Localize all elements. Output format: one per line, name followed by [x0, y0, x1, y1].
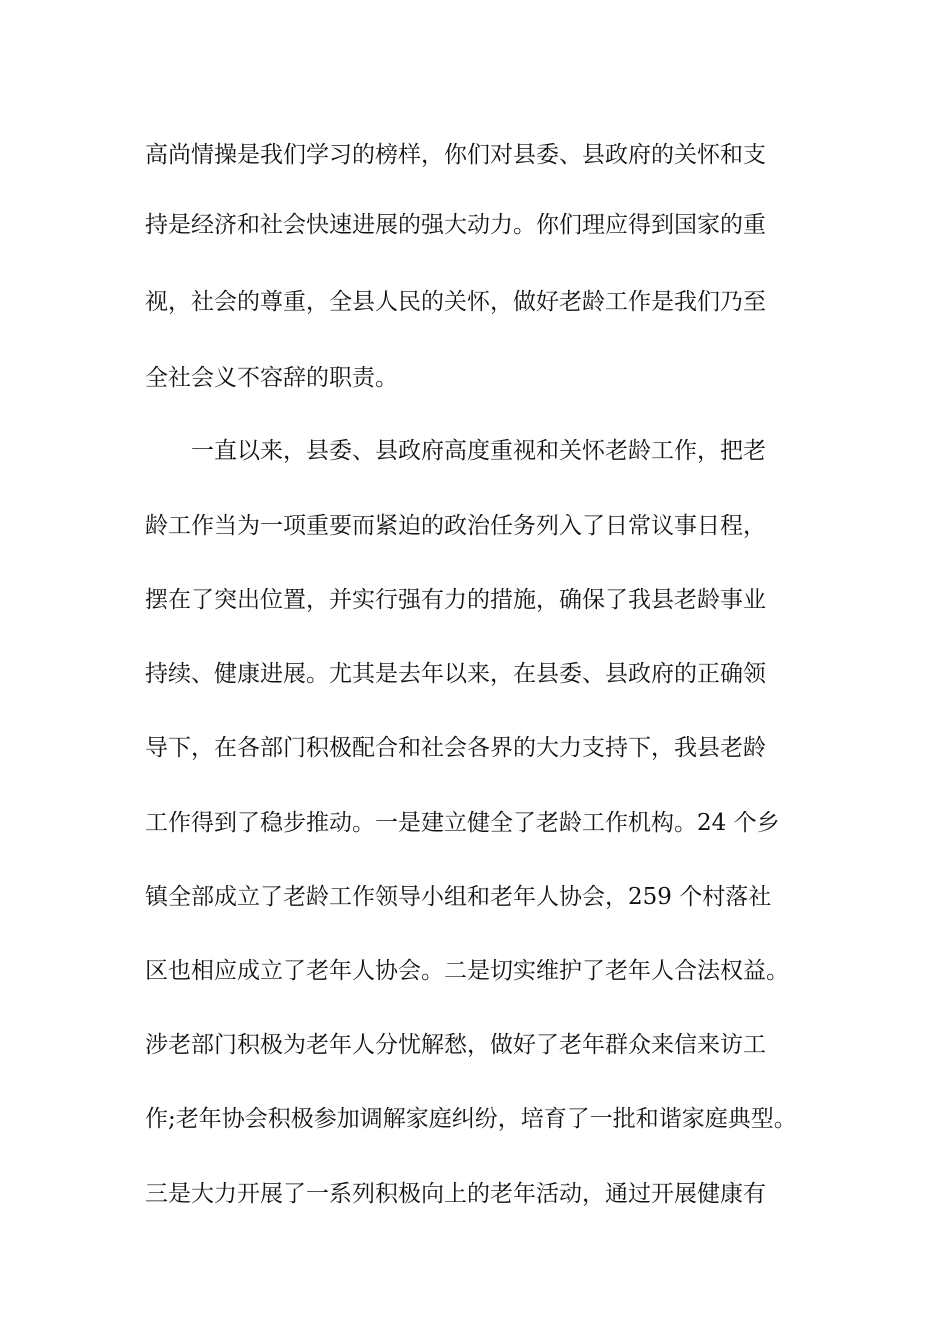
text-line: 持续、健康进展。尤其是去年以来，在县委、县政府的正确领	[145, 661, 766, 687]
text-line: 龄工作当为一项重要而紧迫的政治任务列入了日常议事日程，	[145, 513, 766, 539]
text-line: 高尚情操是我们学习的榜样，你们对县委、县政府的关怀和支	[145, 142, 766, 168]
text-line: 导下，在各部门积极配合和社会各界的大力支持下，我县老龄	[145, 735, 766, 761]
text-line: 工作得到了稳步推动。一是建立健全了老龄工作机构。24 个乡	[145, 810, 780, 836]
text-line: 摆在了突出位置，并实行强有力的措施，确保了我县老龄事业	[145, 587, 766, 613]
text-line: 一直以来，县委、县政府高度重视和关怀老龄工作，把老	[145, 438, 766, 464]
text-line: 作;老年协会积极参加调解家庭纠纷，培育了一批和谐家庭典型。	[145, 1106, 797, 1132]
text-line: 涉老部门积极为老年人分忧解愁，做好了老年群众来信来访工	[145, 1032, 766, 1058]
text-line: 镇全部成立了老龄工作领导小组和老年人协会，259 个村落社	[145, 884, 772, 910]
text-line: 区也相应成立了老年人协会。二是切实维护了老年人合法权益。	[145, 958, 789, 984]
text-line: 全社会义不容辞的职责。	[145, 365, 398, 391]
text-line: 持是经济和社会快速进展的强大动力。你们理应得到国家的重	[145, 212, 766, 238]
text-line: 三是大力开展了一系列积极向上的老年活动，通过开展健康有	[145, 1181, 766, 1207]
text-line: 视，社会的尊重，全县人民的关怀，做好老龄工作是我们乃至	[145, 289, 766, 315]
